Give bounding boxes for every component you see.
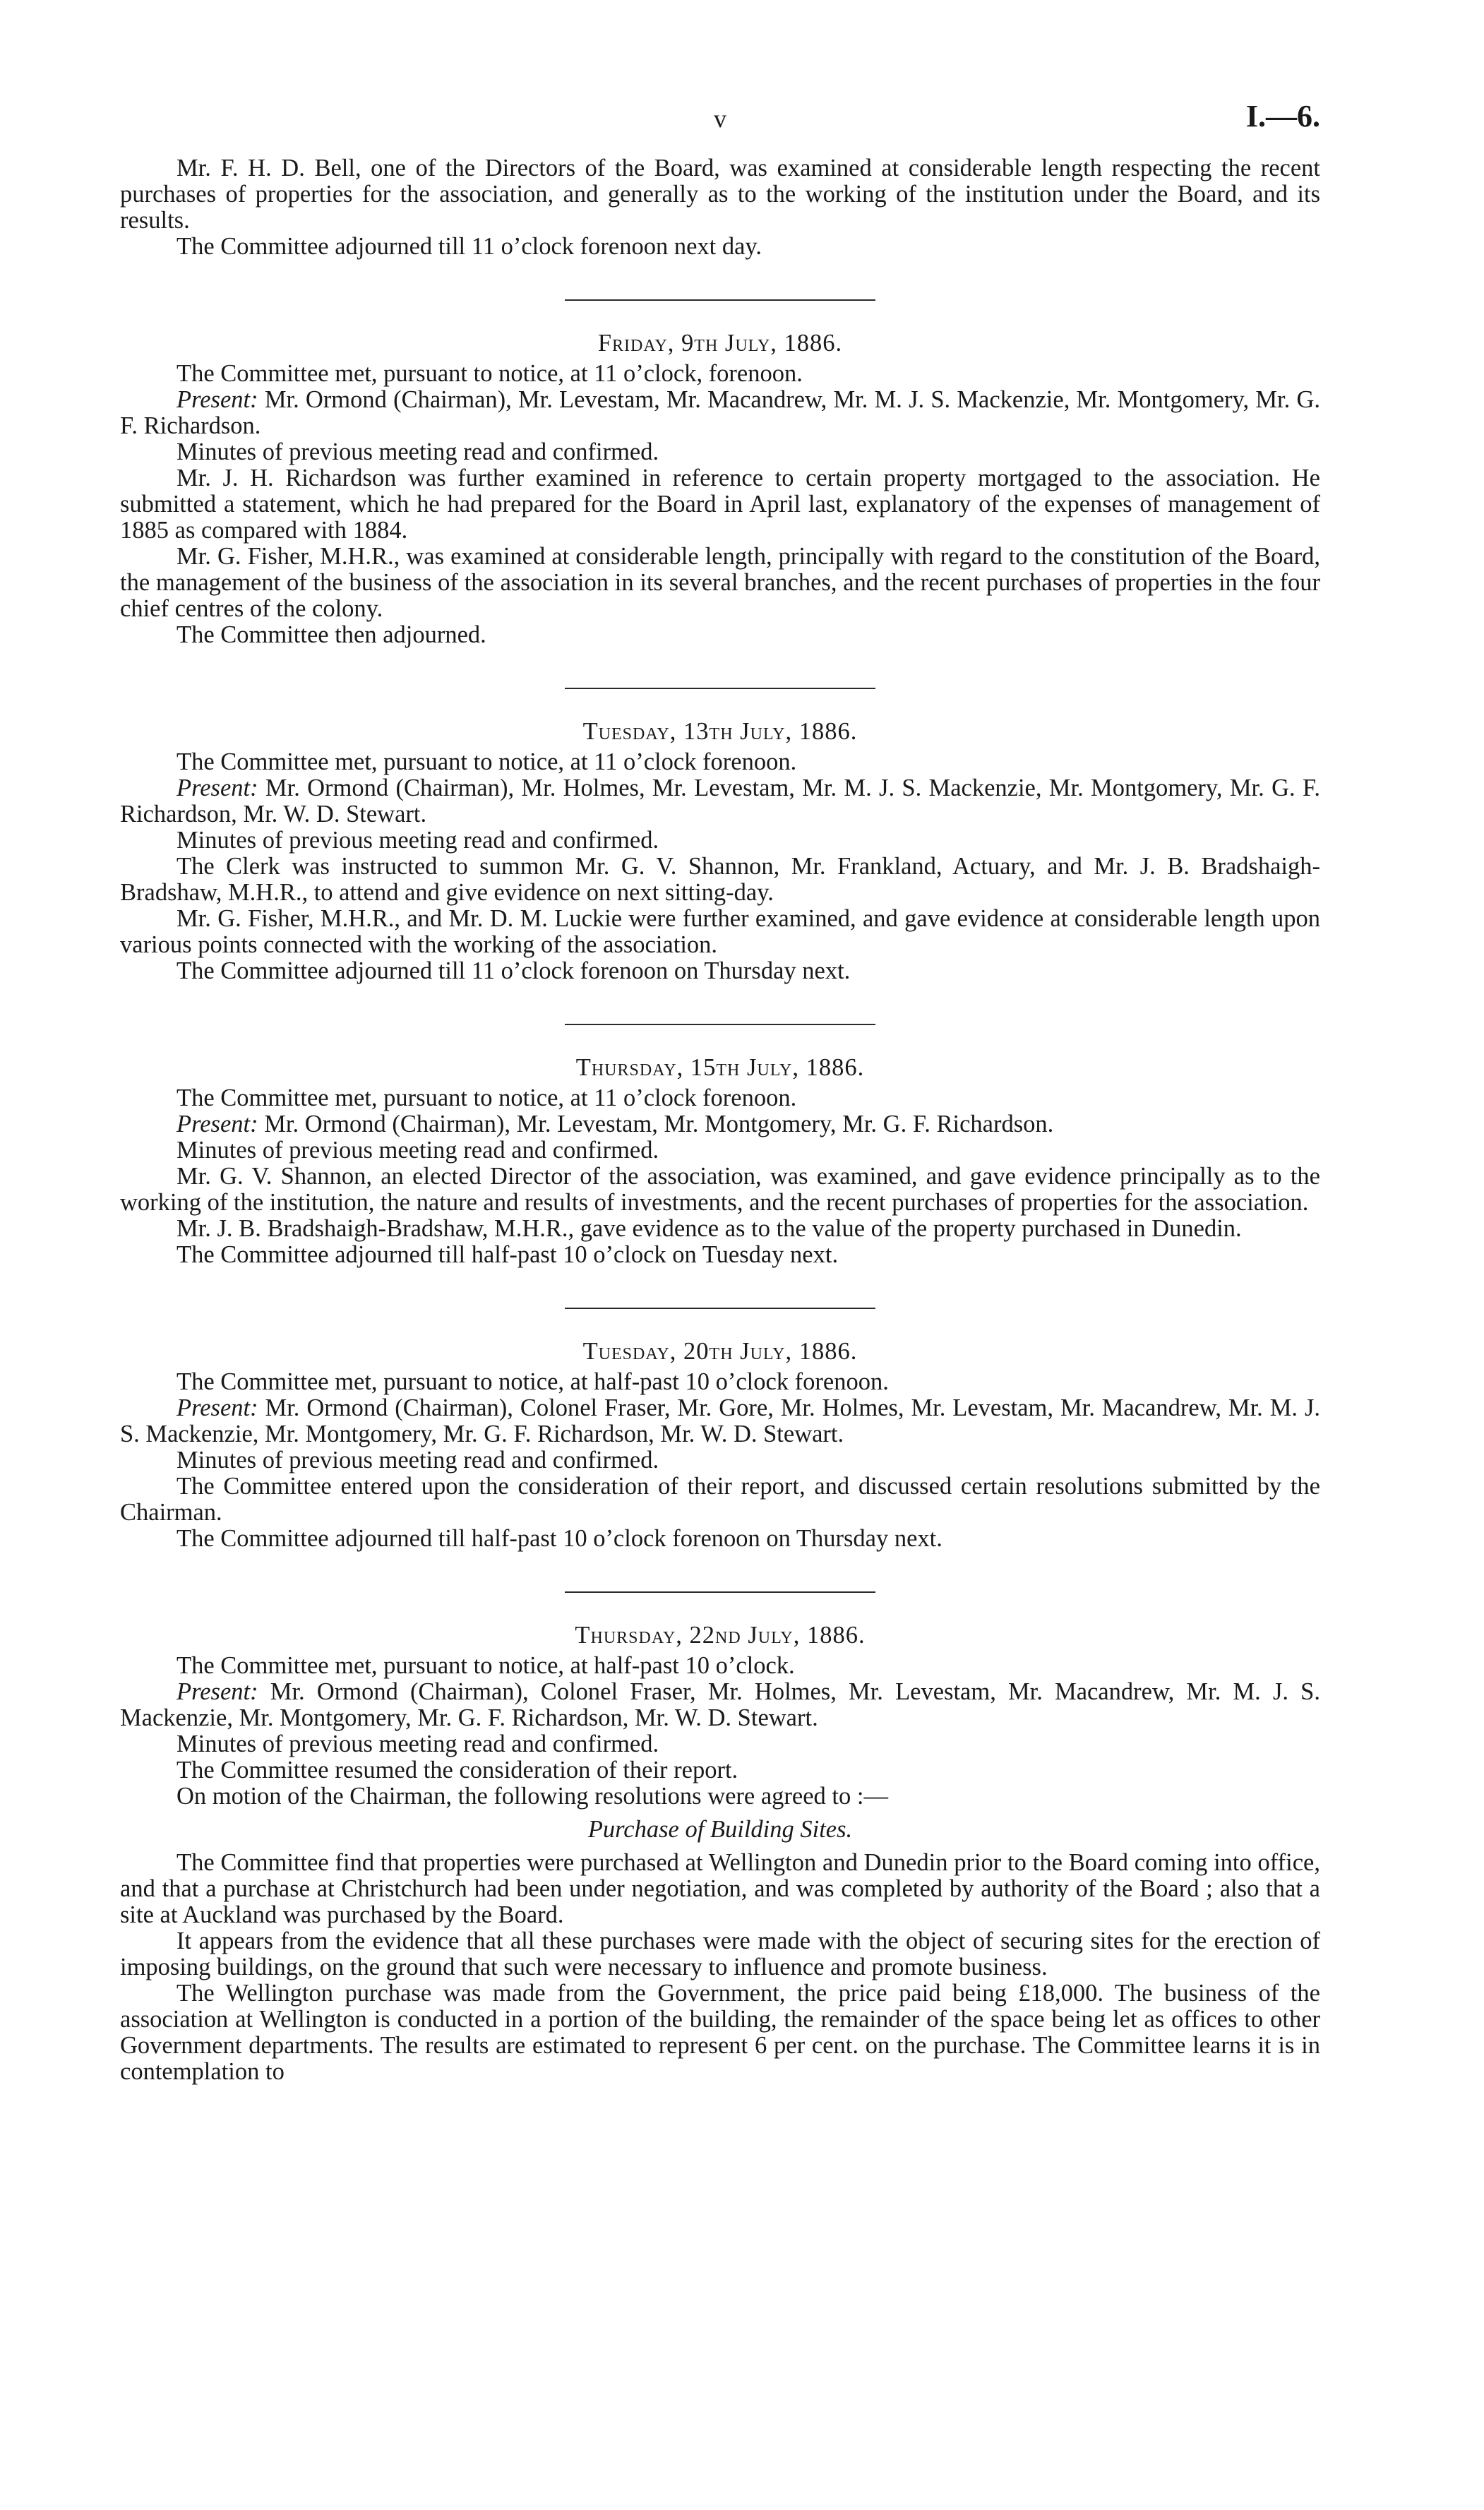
session-thursday-22-july [120,1591,1320,1810]
section-divider [565,299,875,301]
session-friday-9-july [120,299,1320,648]
session-paragraph: The Committee adjourned till half-past 10 o’clock forenoon on Thursday next. [176,1525,943,1552]
present-members: Mr. Ormond (Chairman), Colonel Fraser, Mr. Gore, Mr. Holmes, Mr. Levestam, Mr. Macandrew, Mr. M. J. S. Mackenzie, Mr. Montgomery, Mr. G. F. Richardson, Mr. W. D. Stewart. [120,1394,1320,1447]
resolutions-subheading: Purchase of Building Sites. [587,1816,853,1843]
present-label: Present: [176,1678,258,1705]
session-paragraph: The Committee adjourned till 11 o’clock forenoon on Thursday next. [176,957,851,984]
present-members: Mr. Ormond (Chairman), Colonel Fraser, Mr. Holmes, Mr. Levestam, Mr. Macandrew, Mr. M. J. S. Mackenzie, Mr. Montgomery, Mr. G. F. Richardson, Mr. W. D. Stewart. [120,1678,1320,1731]
resolution-paragraph: It appears from the evidence that all these purchases were made with the object of securing sites for the erection of imposing buildings, on the ground that such were necessary to influence and promote business. [120,1928,1320,1980]
session-heading: Tuesday, 13th July, 1886. [582,718,858,745]
section-divider [565,1308,875,1309]
present-label: Present: [176,1111,258,1137]
session-paragraph: The Clerk was instructed to summon Mr. G. V. Shannon, Mr. Frankland, Actuary, and Mr. J. B. Bradshaigh-Bradshaw, M.H.R., to attend and give evidence on next sitting-day. [120,853,1320,906]
session-present [120,387,1320,439]
session-paragraph: The Committee then adjourned. [176,621,486,648]
session-present [120,1395,1320,1447]
present-members: Mr. Ormond (Chairman), Mr. Levestam, Mr. Montgomery, Mr. G. F. Richardson. [258,1111,1054,1137]
session-thursday-15-july [120,1024,1320,1268]
document-page [120,99,1320,2085]
document-reference: I.—6. [1245,99,1320,133]
session-paragraph: On motion of the Chairman, the following resolutions were agreed to :— [176,1783,888,1810]
session-paragraph: Mr. G. Fisher, M.H.R., and Mr. D. M. Luckie were further examined, and gave evidence at considerable length upon various points connected with the working of the association. [120,905,1320,958]
present-members: Mr. Ormond (Chairman), Mr. Holmes, Mr. Levestam, Mr. M. J. S. Mackenzie, Mr. Montgomery, Mr. G. F. Richardson, Mr. W. D. Stewart. [120,775,1320,827]
session-heading: Thursday, 22nd July, 1886. [575,1622,866,1649]
session-paragraph: Minutes of previous meeting read and confirmed. [176,1137,659,1164]
session-paragraph: Minutes of previous meeting read and confirmed. [176,1447,659,1474]
resolutions-section [120,1817,1320,2085]
present-label: Present: [176,1394,258,1421]
running-head [120,99,1320,155]
resolution-paragraph: The Committee find that properties were purchased at Wellington and Dunedin prior to the Board coming into office, and that a purchase at Christchurch had been under negotiation, and was completed by authority of the Board ; also that a site at Auckland was purchased by the Board. [120,1849,1320,1928]
session-paragraph: Minutes of previous meeting read and confirmed. [176,827,659,854]
intro-section [120,155,1320,260]
session-tuesday-20-july [120,1308,1320,1552]
section-divider [565,1591,875,1593]
session-paragraph: Mr. J. B. Bradshaigh-Bradshaw, M.H.R., gave evidence as to the value of the property purchased in Dunedin. [176,1215,1242,1242]
session-met: The Committee met, pursuant to notice, at 11 o’clock forenoon. [176,1084,797,1111]
present-label: Present: [176,386,258,413]
session-present [120,1679,1320,1731]
session-paragraph: The Committee adjourned till half-past 10 o’clock on Tuesday next. [176,1241,839,1268]
resolution-paragraph: The Wellington purchase was made from the Government, the price paid being £18,000. The business of the association at Wellington is conducted in a portion of the building, the remainder of the space being let as offices to other Government departments. The results are estimated to represent 6 per cent. on the purchase. The Committee learns it is in contemplation to [120,1980,1320,2085]
session-met: The Committee met, pursuant to notice, at half-past 10 o’clock forenoon. [176,1368,889,1395]
intro-paragraph: Mr. F. H. D. Bell, one of the Directors of the Board, was examined at considerable length respecting the recent purchases of properties for the association, and generally as to the working of the institution under the Board, and its results. [120,155,1320,234]
session-paragraph: Minutes of previous meeting read and confirmed. [176,438,659,465]
intro-adjournment: The Committee adjourned till 11 o’clock forenoon next day. [176,233,762,260]
page-number: v [714,104,726,133]
present-label: Present: [176,775,258,801]
session-paragraph: The Committee entered upon the consideration of their report, and discussed certain resolutions submitted by the Chairman. [120,1473,1320,1526]
session-met: The Committee met, pursuant to notice, at 11 o’clock, forenoon. [176,360,803,387]
section-divider [565,688,875,689]
session-paragraph: Mr. J. H. Richardson was further examined in reference to certain property mortgaged to the association. He submitted a statement, which he had prepared for the Board in April last, explanatory of the expenses of management of 1885 as compared with 1884. [120,465,1320,544]
session-paragraph: Minutes of previous meeting read and confirmed. [176,1731,659,1757]
session-heading: Friday, 9th July, 1886. [597,330,843,357]
section-divider [565,1024,875,1025]
session-paragraph: Mr. G. Fisher, M.H.R., was examined at considerable length, principally with regard to the constitution of the Board, the management of the business of the association in its several branches, and the recent purchases of properties in the four chief centres of the colony. [120,543,1320,622]
session-paragraph: The Committee resumed the consideration of their report. [176,1757,738,1783]
session-heading: Thursday, 15th July, 1886. [575,1054,865,1081]
session-tuesday-13-july [120,688,1320,984]
session-present [120,775,1320,827]
session-met: The Committee met, pursuant to notice, at half-past 10 o’clock. [176,1652,795,1679]
session-paragraph: Mr. G. V. Shannon, an elected Director of the association, was examined, and gave evidence principally as to the working of the institution, the nature and results of investments, and the recent purchases of properties for the association. [120,1163,1320,1216]
session-present [120,1111,1320,1137]
session-met: The Committee met, pursuant to notice, at 11 o’clock forenoon. [176,748,797,775]
present-members: Mr. Ormond (Chairman), Mr. Levestam, Mr. Macandrew, Mr. M. J. S. Mackenzie, Mr. Montgomery, Mr. G. F. Richardson. [120,386,1320,439]
session-heading: Tuesday, 20th July, 1886. [582,1338,858,1365]
